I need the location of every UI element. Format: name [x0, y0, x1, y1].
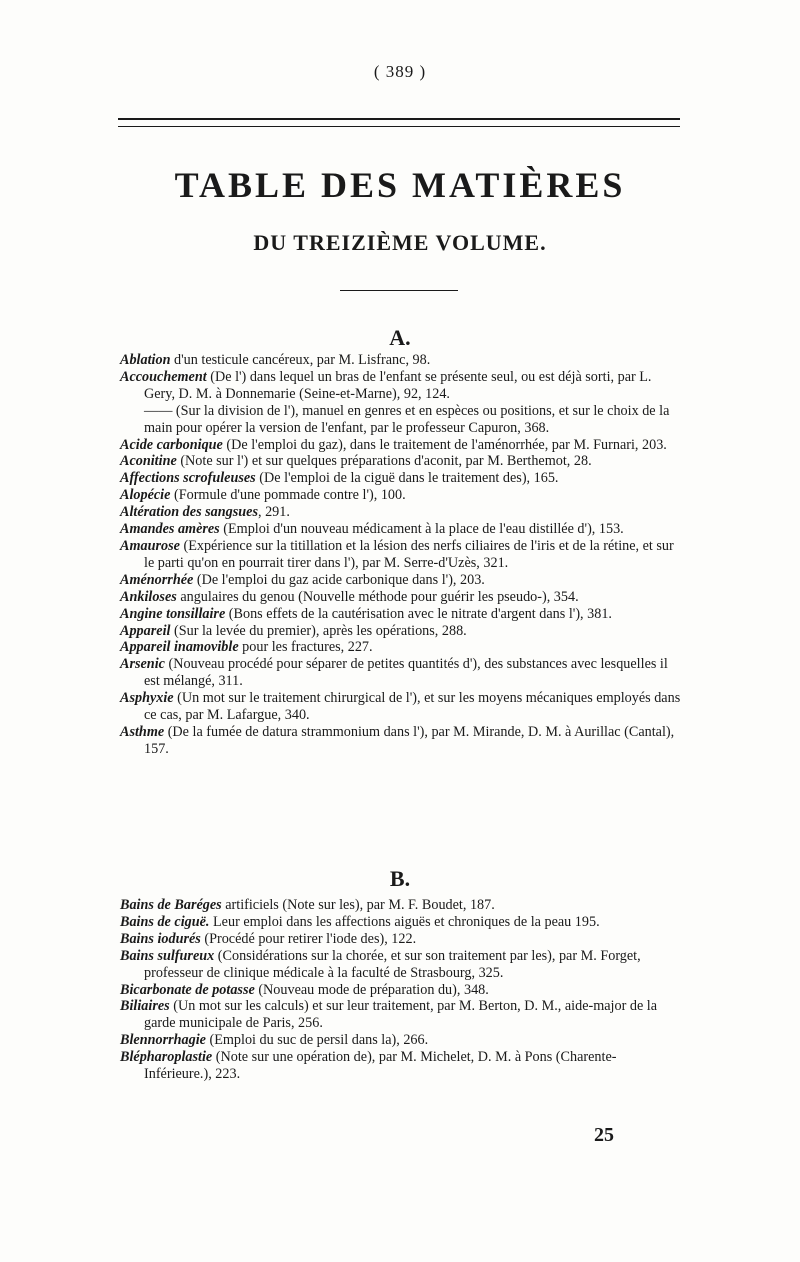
- entry-term: ——: [144, 402, 173, 419]
- entry-term: Aconitine: [120, 453, 177, 470]
- index-entry: [120, 998, 682, 1032]
- entry-term: Ankiloses: [120, 588, 177, 605]
- index-entry: [120, 982, 682, 999]
- entry-text: (De l'emploi du gaz acide carbonique dans l'), 203.: [193, 571, 485, 588]
- index-entry: [120, 1032, 682, 1049]
- entry-term: Altération des sangsues: [120, 504, 258, 521]
- entry-text: (Nouveau mode de préparation du), 348.: [254, 981, 489, 998]
- index-entry: [120, 690, 682, 724]
- entry-text: (Un mot sur le traitement chirurgical de l'), et sur les moyens mécaniques employés dans ce cas, par M. Lafargue, 340.: [144, 690, 681, 724]
- index-entry: [120, 453, 682, 470]
- entry-text: (De l') dans lequel un bras de l'enfant se présente seul, ou est déjà sorti, par L. Gery, D. M. à Donnemarie (Seine-et-Marne), 92, 124.: [144, 368, 652, 402]
- index-entry: [120, 606, 682, 623]
- index-entry: [120, 470, 682, 487]
- entry-term: Bains sulfureux: [120, 947, 215, 964]
- index-entry: [120, 914, 682, 931]
- entry-text: (Nouveau procédé pour séparer de petites quantités d'), des substances avec lesquelles il est mélangé, 311.: [144, 656, 668, 690]
- section-letter-a: A.: [389, 325, 411, 350]
- index-entry: [120, 437, 682, 454]
- section-a-entries: [120, 352, 682, 758]
- index-entry: [120, 1049, 682, 1083]
- index-entry: [120, 948, 682, 982]
- header-rule: [118, 118, 680, 127]
- entry-text: (Sur la division de l'), manuel en genres et en espèces ou positions, et sur le choix de la main pour opérer la version de l'enfant, par le professeur Capuron, 368.: [144, 402, 670, 436]
- entry-text: (Sur la levée du premier), après les opérations, 288.: [170, 622, 467, 639]
- index-entry: [120, 538, 682, 572]
- index-entry: [120, 504, 682, 521]
- entry-text: (Note sur l') et sur quelques préparations d'aconit, par M. Berthemot, 28.: [176, 453, 592, 470]
- index-entry: [120, 572, 682, 589]
- entry-term: Aménorrhée: [120, 571, 194, 588]
- title-rule: [340, 290, 458, 291]
- entry-term: Alopécie: [120, 487, 171, 504]
- entry-term: Bains iodurés: [120, 930, 201, 947]
- entry-text: (Un mot sur les calculs) et sur leur traitement, par M. Berton, D. M., aide-major de la garde municipale de Paris, 256.: [144, 998, 658, 1032]
- entry-term: Angine tonsillaire: [120, 605, 226, 622]
- entry-text: (Procédé pour retirer l'iode des), 122.: [200, 930, 417, 947]
- entry-text: (Formule d'une pommade contre l'), 100.: [170, 487, 406, 504]
- entry-term: Biliaires: [120, 998, 170, 1015]
- entry-text: Leur emploi dans les affections aiguës et chroniques de la peau 195.: [209, 913, 600, 930]
- index-entry: [120, 897, 682, 914]
- index-entry: [120, 931, 682, 948]
- index-entry: [120, 656, 682, 690]
- entry-term: Asthme: [120, 723, 165, 740]
- entry-term: Arsenic: [120, 656, 165, 673]
- page-number: ( 389 ): [373, 62, 427, 81]
- entry-term: Blennorrhagie: [120, 1032, 206, 1049]
- entry-term: Bains de ciguë.: [120, 913, 210, 930]
- entry-text: (Emploi du suc de persil dans la), 266.: [205, 1032, 429, 1049]
- entry-term: Bicarbonate de potasse: [120, 981, 255, 998]
- entry-text: (De la fumée de datura strammonium dans l'), par M. Mirande, D. M. à Aurillac (Cantal), 157.: [144, 723, 675, 757]
- section-letter-b: B.: [389, 866, 411, 891]
- entry-text: (Note sur une opération de), par M. Michelet, D. M. à Pons (Charente-Inférieure.), 223.: [144, 1049, 617, 1083]
- index-entry: [120, 623, 682, 640]
- entry-term: Affections scrofuleuses: [120, 470, 256, 487]
- entry-term: Amaurose: [120, 537, 180, 554]
- entry-term: Asphyxie: [120, 690, 174, 707]
- entry-term: Amandes amères: [120, 521, 220, 538]
- entry-text: , 291.: [257, 504, 290, 521]
- entry-term: Appareil inamovible: [120, 639, 239, 656]
- entry-term: Blépharoplastie: [120, 1049, 213, 1066]
- entry-text: (Considérations sur la chorée, et sur son traitement par les), par M. Forget, professeur de clinique médicale à la faculté de Strasbourg, 325.: [144, 947, 641, 981]
- index-entry: [120, 352, 682, 369]
- entry-text: d'un testicule cancéreux, par M. Lisfranc, 98.: [170, 352, 431, 368]
- index-entry: [120, 403, 682, 437]
- index-entry: [120, 369, 682, 403]
- signature-mark: 25: [594, 1124, 614, 1146]
- index-entry: [120, 589, 682, 606]
- entry-term: Ablation: [120, 352, 171, 368]
- entry-term: Bains de Baréges: [120, 897, 222, 913]
- index-entry: [120, 521, 682, 538]
- entry-term: Acide carbonique: [120, 436, 223, 453]
- entry-text: (De l'emploi du gaz), dans le traitement de l'aménorrhée, par M. Furnari, 203.: [222, 436, 667, 453]
- entry-text: (Expérience sur la titillation et la lésion des nerfs ciliaires de l'iris et de la rétine, et sur le parti qu'on en pourrait tirer dans l'), par M. Serre-d'Uzès, 321.: [144, 537, 674, 571]
- section-b-entries: [120, 897, 682, 1083]
- index-entry: [120, 487, 682, 504]
- entry-term: Accouchement: [120, 368, 207, 385]
- entry-text: (De l'emploi de la ciguë dans le traitement des), 165.: [255, 470, 559, 487]
- index-entry: [120, 639, 682, 656]
- subtitle: DU TREIZIÈME VOLUME.: [253, 230, 547, 255]
- entry-text: angulaires du genou (Nouvelle méthode pour guérir les pseudo-), 354.: [176, 588, 579, 605]
- main-title: TABLE DES MATIÈRES: [174, 165, 626, 205]
- entry-term: Appareil: [120, 622, 171, 639]
- entry-text: artificiels (Note sur les), par M. F. Boudet, 187.: [221, 897, 495, 913]
- entry-text: pour les fractures, 227.: [238, 639, 373, 656]
- index-entry: [120, 724, 682, 758]
- entry-text: (Emploi d'un nouveau médicament à la place de l'eau distillée d'), 153.: [219, 521, 624, 538]
- entry-text: (Bons effets de la cautérisation avec le nitrate d'argent dans l'), 381.: [225, 605, 612, 622]
